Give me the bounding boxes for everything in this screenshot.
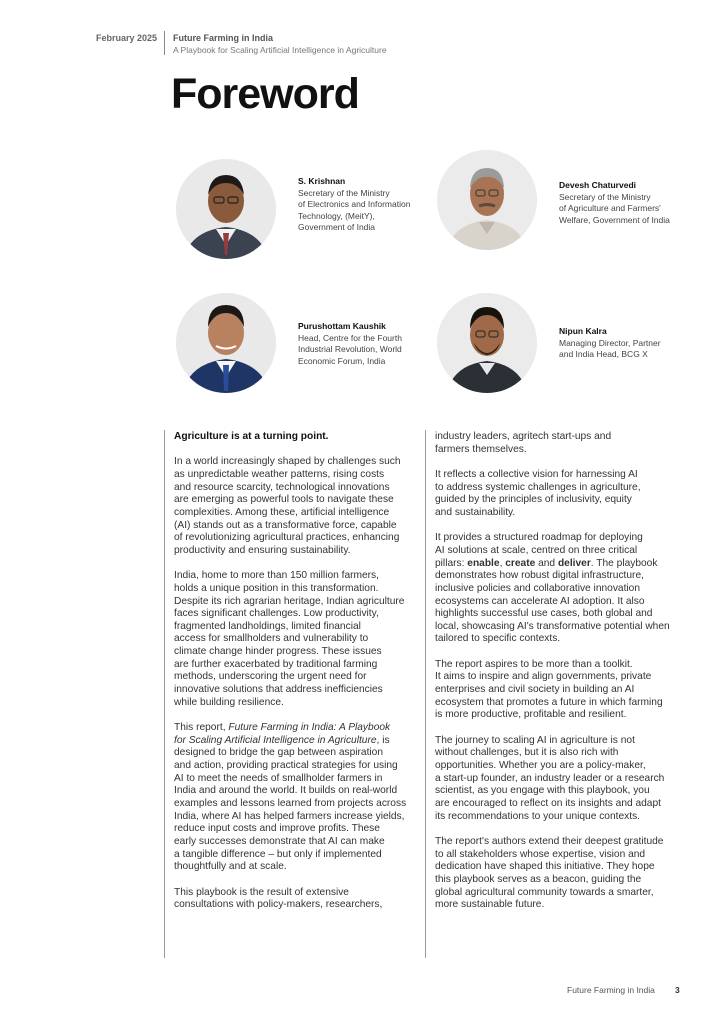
header-title: Future Farming in India (173, 33, 274, 43)
person-s-krishnan (298, 176, 410, 234)
pillar-enable: enable (467, 557, 500, 569)
person-name: Devesh Chaturvedi (559, 180, 636, 190)
header-date: February 2025 (96, 33, 158, 43)
right-column (435, 431, 705, 925)
paragraph-text: , is designed to bridge the gap between aspiration and action, providing practical strategies for using AI to meet the needs of smallholder farmers in India and around the world. It builds on real-world examples and lessons learned from projects across India, where AI has helped farmers increase yields, reduce input costs and improve profits. These early successes demonstrate that AI can make a tangible difference – but only if implemented thoughtfully and at scale. (174, 734, 407, 873)
person-name: Nipun Kalra (559, 326, 607, 336)
portrait-devesh-chaturvedi (437, 150, 537, 250)
paragraph: This playbook is the result of extensive consultations with policy-makers, researchers, (174, 886, 383, 911)
paragraph-text: It provides a structured roadmap for deploying AI solutions at scale, centred on three critical pillars: (435, 532, 643, 569)
paragraph: The report's authors extend their deepest gratitude to all stakeholders whose expertise, vision and dedication have shaped this initiative. They hope this playbook serves as a beacon, guiding the global agricultural community towards a smarter, more sustainable future. (435, 835, 664, 911)
report-title: Future Farming in India: A Playbook for Scaling Artificial Intelligence in Agriculture (174, 722, 391, 746)
paragraph-text: This report, (174, 722, 229, 734)
portrait-nipun-kalra (437, 293, 537, 393)
person-nipun-kalra (559, 326, 661, 361)
left-column (174, 431, 426, 925)
person-purushottam-kaushik (298, 321, 402, 367)
page-number: 3 (675, 985, 680, 995)
person-role: Secretary of the Ministry of Electronics and Information Technology, (MeitY), Government of India (298, 187, 411, 232)
pillar-deliver: deliver (557, 557, 591, 569)
column-divider-left (164, 430, 165, 958)
footer-title: Future Farming in India (567, 985, 655, 995)
header-subtitle: A Playbook for Scaling Artificial Intelligence in Agriculture (173, 45, 387, 55)
paragraph: The report aspires to be more than a toolkit. It aims to inspire and align governments, private enterprises and civil society in building an AI ecosystem that promotes a future in which farming is more productive, profitable and resilient. (435, 658, 663, 721)
separator: and (535, 557, 558, 569)
separator: , (499, 557, 506, 569)
paragraph: India, home to more than 150 million farmers, holds a unique position in this transformation. Despite its rich agrarian heritage, Indian agriculture faces significant challenges. Low productivity, fragmented landholdings, limited financial access for smallholders and vulnerability to climate change hinder progress. These issues are further exacerbated by traditional farming methods, underscoring the urgent need for innovative solutions that address inefficiencies while building resilience. (174, 570, 405, 708)
paragraph (435, 532, 705, 646)
paragraph: industry leaders, agritech start-ups and farmers themselves. (435, 431, 612, 455)
paragraph: In a world increasingly shaped by challenges such as unpredictable weather patterns, rising costs and resource scarcity, technological innovations are emerging as powerful tools to navigate these complexities. Among these, artificial intelligence (AI) stands out as a transformative force, capable of revolutionizing agricultural practices, enhancing productivity and ensuring sustainability. (174, 456, 401, 556)
pillar-create: create (505, 557, 536, 569)
portrait-purushottam-kaushik (176, 293, 276, 393)
paragraph-text: . The playbook demonstrates how robust digital infrastructure, inclusive policies and collaborative innovation ecosystems can accelerate AI adoption. It also highlights successful use cases, both global and local, showcasing AI's transformative potential when tailored to specific contexts. (435, 557, 670, 645)
paragraph: It reflects a collective vision for harnessing AI to address systemic challenges in agriculture, guided by the principles of inclusivity, equity and sustainability. (435, 468, 641, 518)
lead-paragraph: Agriculture is at a turning point. (174, 431, 329, 442)
page-title: Foreword (171, 70, 359, 118)
person-name: Purushottam Kaushik (298, 321, 386, 331)
person-role: Secretary of the Ministry of Agriculture and Farmers' Welfare, Government of India (559, 191, 670, 225)
portrait-s-krishnan (176, 159, 276, 259)
paragraph (174, 722, 426, 874)
person-name: S. Krishnan (298, 176, 346, 186)
person-role: Managing Director, Partner and India Head, BCG X (559, 337, 661, 359)
header-divider (164, 31, 165, 55)
person-devesh-chaturvedi (559, 180, 670, 226)
person-role: Head, Centre for the Fourth Industrial Revolution, World Economic Forum, India (298, 332, 402, 366)
column-divider-right (425, 430, 426, 958)
paragraph: The journey to scaling AI in agriculture is not without challenges, but it is also rich with opportunities. Whether you are a policy-maker, a start-up founder, an industry leader or a research scientist, as you engage with this playbook, you are encouraged to reflect on its insights and adapt its recommendations to your unique contexts. (435, 734, 665, 822)
